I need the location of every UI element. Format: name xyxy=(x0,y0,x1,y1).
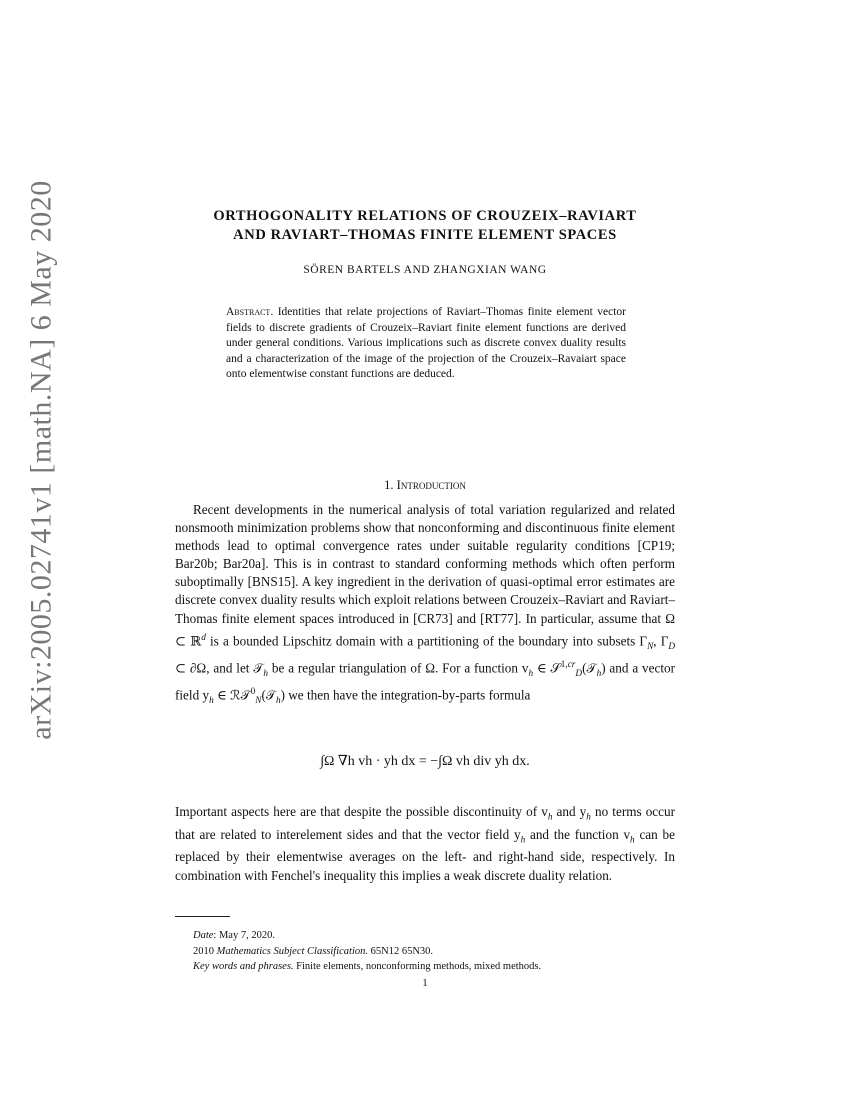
integration-by-parts-equation xyxy=(175,753,675,770)
footnote-keywords xyxy=(193,959,693,975)
p2-text-a: Important aspects here are that despite the possible discontinuity of v xyxy=(175,804,548,819)
footnote-msc xyxy=(193,944,693,960)
p2-text-b: and y xyxy=(552,804,587,819)
keywords-label: Key words and phrases. xyxy=(193,961,294,972)
date-label: Date xyxy=(193,930,214,941)
p2-text-e: can be replaced by their elementwise averages on the left- and right-hand side, respectively. In combination with Fenchel's inequality this implies a weak discrete duality relation. xyxy=(175,826,675,883)
date-value: : May 7, 2020. xyxy=(213,930,275,941)
math-sub-n: N xyxy=(647,640,654,651)
section-title-text: Introduction xyxy=(396,478,466,492)
msc-label: Mathematics Subject Classification. xyxy=(216,945,368,957)
math-d: d xyxy=(201,631,206,642)
paper-title xyxy=(150,207,700,245)
p1-text-c: , and let 𝒯 xyxy=(206,660,264,676)
p1-text-d: be a regular triangulation of Ω. For a function v xyxy=(268,660,529,676)
p1-text-a: Recent developments in the numerical analysis of total variation regularized and related nonsmooth minimization problems show that nonconforming and discontinuous finite element methods lead to optimal convergence rates under suitable regularity conditions [CP19; Bar20b; Bar20a]. This is in contrast to standard conforming methods which often perform suboptimally [BNS15]. A key ingredient in the derivation of quasi-optimal error estimates are discrete convex duality results which exploit relations between Crouzeix–Raviart and Raviart–Thomas finite element spaces introduced in [CR73] and [RT77]. In particular, assume that Ω ⊂ ℝ xyxy=(175,502,675,649)
footnote-rule xyxy=(175,916,230,917)
page-number: 1 xyxy=(422,977,428,989)
intro-paragraph-2: Important aspects here are that despite the possible discontinuity of $v_h$ and $y_h$ no terms occur that are related to interelement sides and that the vector field $y_h$ and the function $v_h$ can be replaced by their elementwise averages on the left- and right-hand side, respectively. In combination with Fenchel's inequality this implies a weak discrete duality relation. xyxy=(175,804,675,883)
math-sub-d: D xyxy=(668,640,676,651)
section-heading xyxy=(150,478,700,493)
p2-text-c: no terms occur that are related to interelement sides and that the vector field y xyxy=(175,804,675,842)
keywords-value: Finite elements, nonconforming methods, mixed methods. xyxy=(293,961,542,972)
p1-text-f: ) we then have the integration-by-parts formula xyxy=(280,687,531,703)
msc-codes: 65N12 65N30. xyxy=(367,945,434,957)
abstract-label: Abstract. xyxy=(226,306,274,318)
title-line-1: ORTHOGONALITY RELATIONS OF CROUZEIX–RAVIART xyxy=(213,208,637,224)
footnotes xyxy=(193,928,693,975)
footnote-date xyxy=(193,928,693,944)
authors: SÖREN BARTELS AND ZHANGXIAN WANG xyxy=(303,264,547,276)
section-number: 1. xyxy=(384,478,394,492)
title-line-2: AND RAVIART–THOMAS FINITE ELEMENT SPACES xyxy=(233,227,617,243)
p2-text-d: and the function v xyxy=(525,826,631,842)
p1-text-e: ) and a vector field y xyxy=(175,660,675,703)
abstract-text: Identities that relate projections of Raviart–Thomas finite element vector fields to discrete gradients of Crouzeix–Raviart finite element functions are derived under general conditions. Various implications such as discrete convex duality results and a characterization of the image of the projection of the Crouzeix–Ravaiart space onto elementwise constant functions are deduced. xyxy=(226,306,626,381)
p1-text-b: is a bounded Lipschitz domain with a partitioning of the boundary into subsets Γ xyxy=(205,633,648,649)
intro-paragraph-1: Recent developments in the numerical analysis of total variation regularized and related nonsmooth minimization problems show that nonconforming and discontinuous finite element methods lead to optimal convergence rates under suitable regularity conditions [CP19; Bar20b; Bar20a]. This is in contrast to standard conforming methods which often perform suboptimally [BNS15]. A key ingredient in the derivation of quasi-optimal error estimates are discrete convex duality results which exploit relations between Crouzeix–Raviart and Raviart–Thomas finite element spaces introduced in [CR73] and [RT77]. In particular, assume that Ω ⊂ ℝ$^d$ is a bounded Lipschitz domain with a partitioning of the boundary into subsets $\Gamma_N$, $\Gamma_D$ ⊂ ∂Ω, and let 𝒯$_h$ be a regular triangulation of Ω. For a function $v_h$ ∈ 𝒮$^{1,cr}_D$(𝒯$_h$) and a vector field $y_h$ ∈ ℛ𝒯$^0_N$(𝒯$_h$) we then have the integration-by-parts formula xyxy=(175,502,676,705)
arxiv-stamp xyxy=(14,180,70,740)
abstract xyxy=(226,305,626,383)
arxiv-identifier: arXiv:2005.02741v1 [math.NA] 6 May 2020 xyxy=(25,180,58,740)
equation-text: ∫Ω ∇h vh · yh dx = −∫Ω vh div yh dx. xyxy=(320,754,530,769)
msc-year: 2010 xyxy=(193,945,217,957)
